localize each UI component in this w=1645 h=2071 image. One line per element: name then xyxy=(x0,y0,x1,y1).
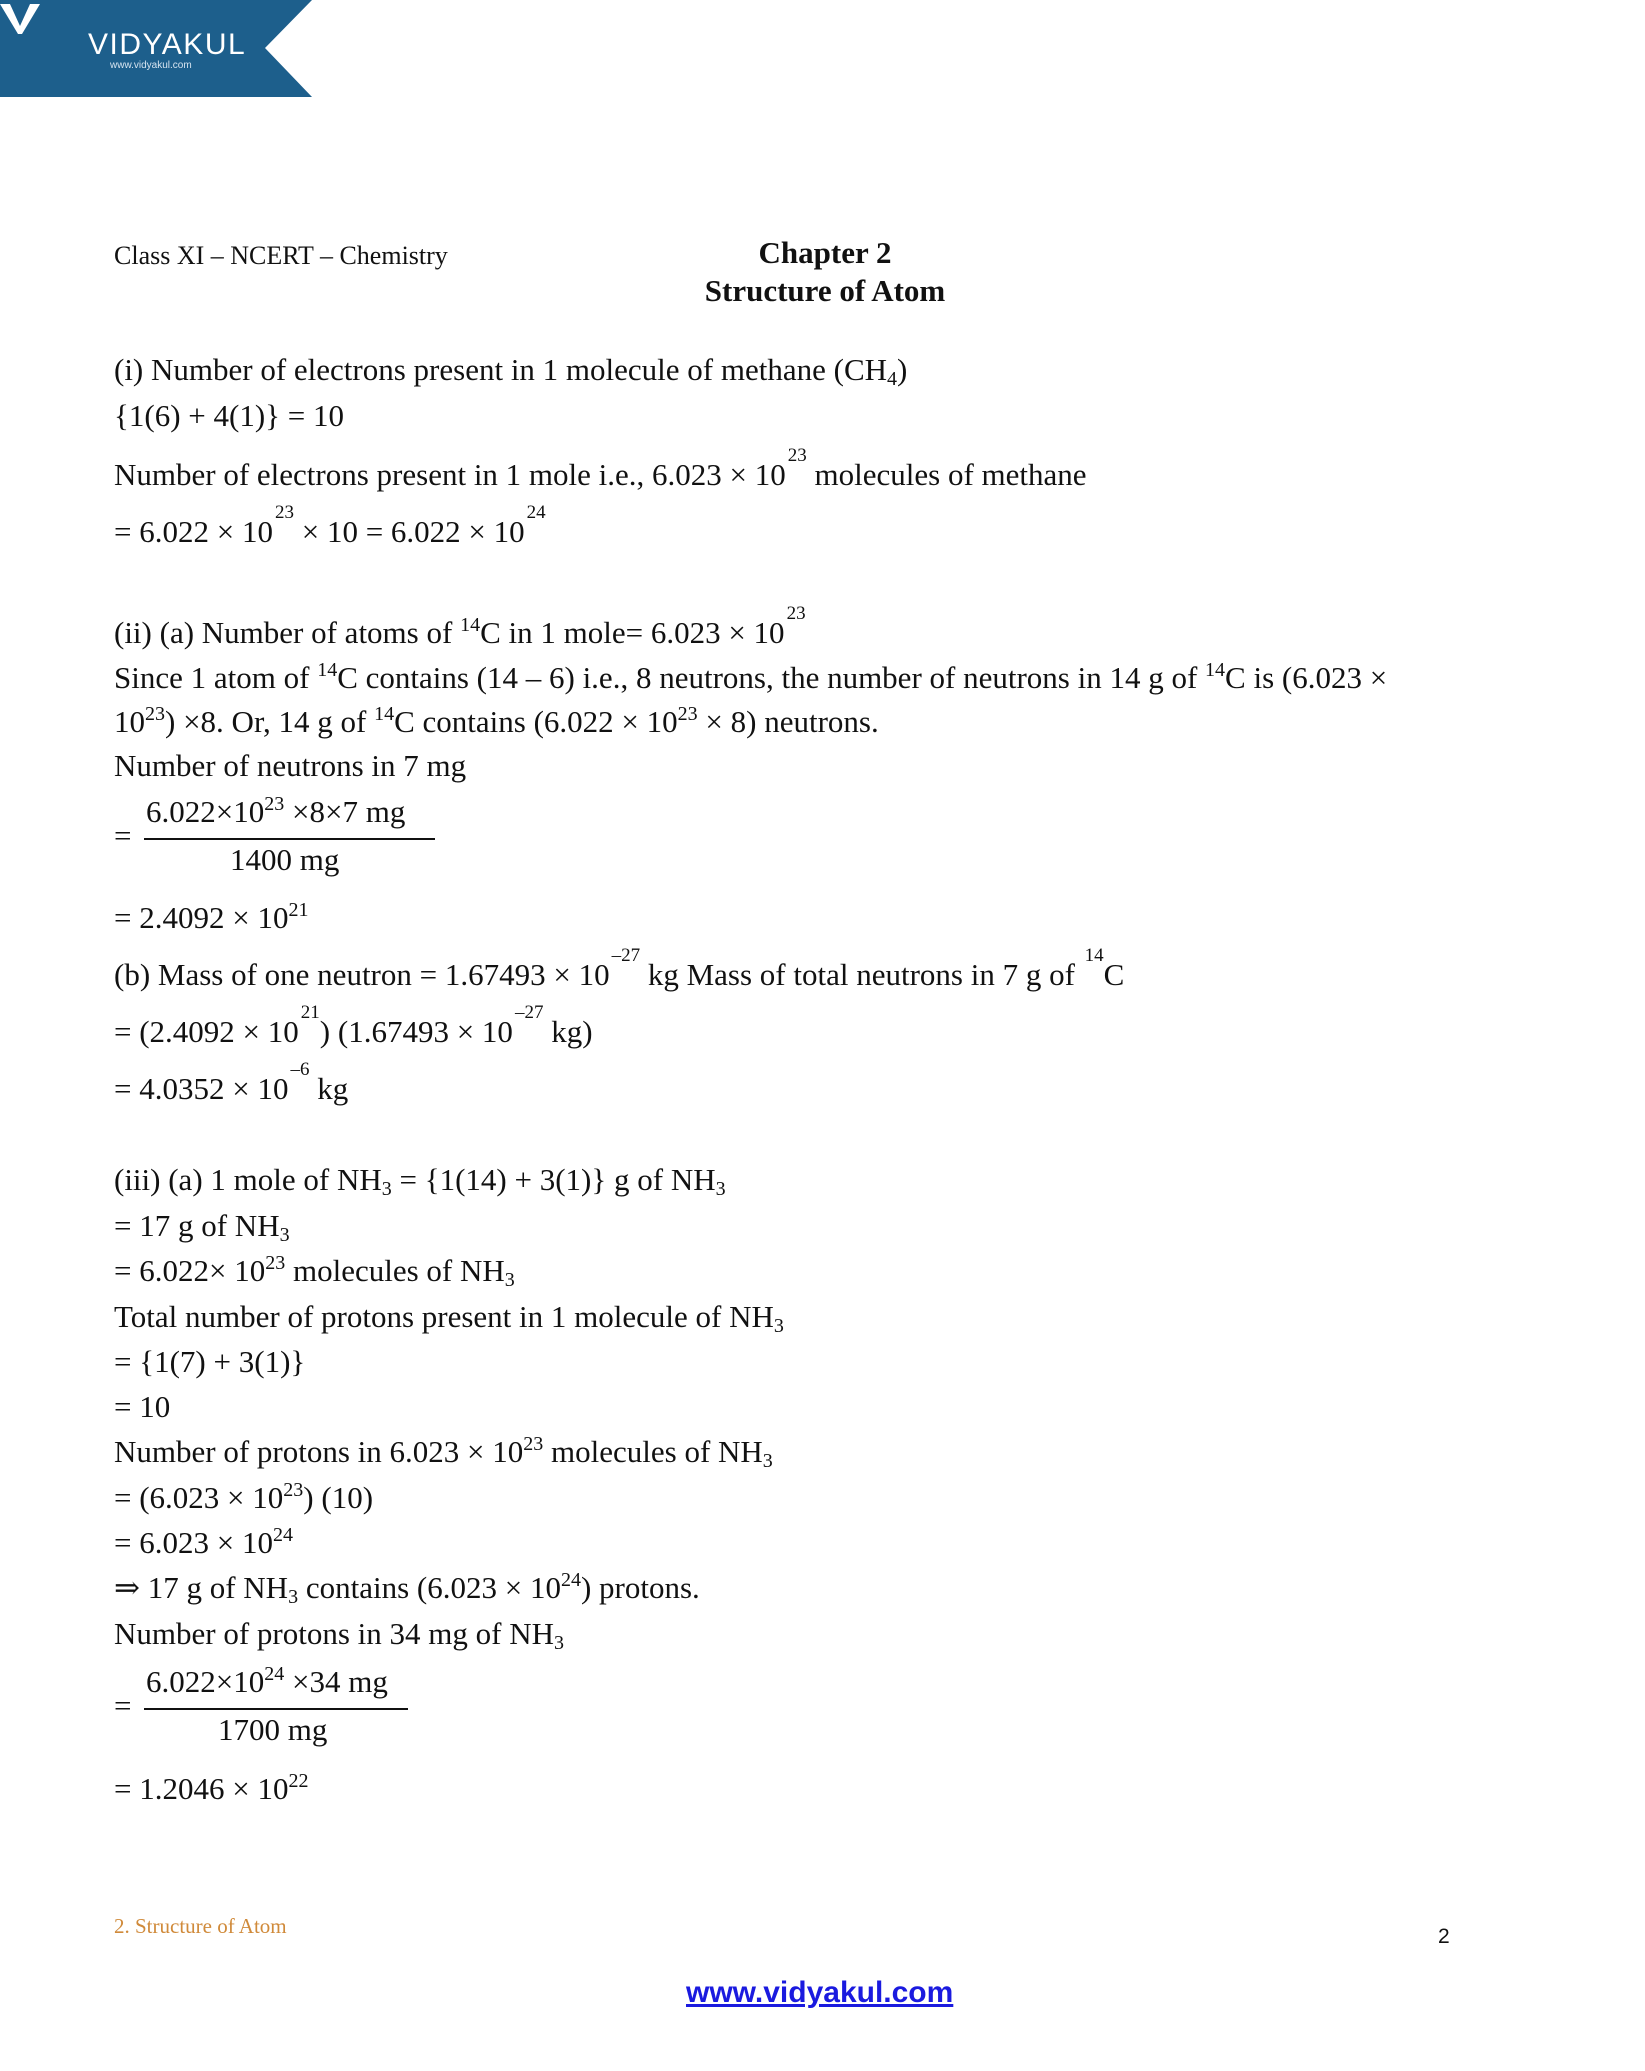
text-line: (i) Number of electrons present in 1 molecule of methane $(CH_4)$ xyxy=(114,352,908,390)
chapter-topic: Structure of Atom xyxy=(704,273,946,308)
page-number: 2 xyxy=(1438,1925,1450,1948)
footer-chapter-ref: 2. Structure of Atom xyxy=(114,1914,287,1938)
text-line: $10^{23}) \times 8$. Or, 14 g of $^{14}$C contains $(6.022 \times 10^{23} \times 8)$ neutrons. xyxy=(114,703,879,739)
text-line: (ii) (a) Number of atoms of $^{14}$C in 1 mole= $6.023 \times 10^{23}$ xyxy=(114,603,806,650)
class-line: Class XI – NCERT – Chemistry xyxy=(114,241,448,270)
text-line: = $2.4092 \times 10^{21}$ xyxy=(114,899,309,935)
fraction-numerator: $6.022\times 10^{23} \times 8\times 7$ mg xyxy=(146,793,406,829)
text-line: = $6.022 \times 10^{23} \times 10 = 6.022 \times 10^{24}$ xyxy=(114,502,546,549)
text-line: Total number of protons present in 1 molecule of $NH_3$ xyxy=(114,1299,784,1337)
chapter-number: Chapter 2 xyxy=(758,235,892,270)
text-line: = {1(7) + 3(1)} xyxy=(114,1344,306,1379)
text-line: {1(6) + 4(1)} = 10 xyxy=(114,398,345,433)
fraction-numerator: $6.022\times 10^{24} \times 34$ mg xyxy=(146,1663,388,1699)
text-line: Number of electrons present in 1 mole i.e., $6.023 \times 10^{23}$ molecules of methane xyxy=(114,445,1087,492)
text-line: = $6.023 \times 10^{24}$ xyxy=(114,1524,293,1560)
text-line: Number of neutrons in 7 mg xyxy=(114,748,467,783)
text-line: = $(2.4092 \times 10^{21})$ ($1.67493 \times 10^{-27}$ kg) xyxy=(114,1002,593,1049)
fraction-protons xyxy=(114,1664,414,1756)
text-line: = 10 xyxy=(114,1389,171,1424)
text-line: = $4.0352 \times 10^{-6}$ kg xyxy=(114,1059,349,1106)
text-line: Number of protons in 34 mg of $NH_3$ xyxy=(114,1616,564,1654)
text-line: = $(6.023 \times 10^{23})$ (10) xyxy=(114,1479,374,1515)
brand-url: www.vidyakul.com xyxy=(110,60,192,71)
fraction-bar xyxy=(144,838,435,840)
fraction-equals: = xyxy=(114,818,132,853)
fraction-bar xyxy=(144,1708,408,1710)
text-line: = $1.2046 \times 10^{22}$ xyxy=(114,1770,309,1806)
text-line: = $6.022\times 10^{23}$ molecules of $NH_3$ xyxy=(114,1252,515,1291)
text-line: Number of protons in $6.023 \times 10^{23}$ molecules of $NH_3$ xyxy=(114,1433,773,1472)
text-line: (iii) (a) 1 mole of $NH_3 = \{1(14) + 3(1)\}$ g of $NH_3$ xyxy=(114,1162,726,1200)
brand-banner xyxy=(0,0,312,97)
text-line: Since 1 atom of $^{14}$C contains (14 – 6) i.e., 8 neutrons, the number of neutrons in 14 g of $^{14}$C is (6.023 × xyxy=(114,659,1388,695)
fraction-denominator: 1400 mg xyxy=(230,842,340,877)
fraction-neutrons xyxy=(114,794,444,886)
brand-name: VIDYAKUL xyxy=(88,28,247,61)
text-line: = 17 g of $NH_3$ xyxy=(114,1208,290,1246)
fraction-denominator: 1700 mg xyxy=(218,1712,328,1747)
website-link[interactable]: www.vidyakul.com xyxy=(686,1976,954,2009)
text-line: (b) Mass of one neutron = $1.67493 \times 10^{-27}$ kg Mass of total neutrons in 7 g of $^{14}$C xyxy=(114,945,1125,992)
fraction-equals: = xyxy=(114,1688,132,1723)
vidyakul-logo-icon xyxy=(0,0,40,34)
chapter-heading xyxy=(690,234,960,310)
text-line: ⇒ 17 g of $NH_3$ contains $(6.023 \times 10^{24})$ protons. xyxy=(114,1569,700,1608)
